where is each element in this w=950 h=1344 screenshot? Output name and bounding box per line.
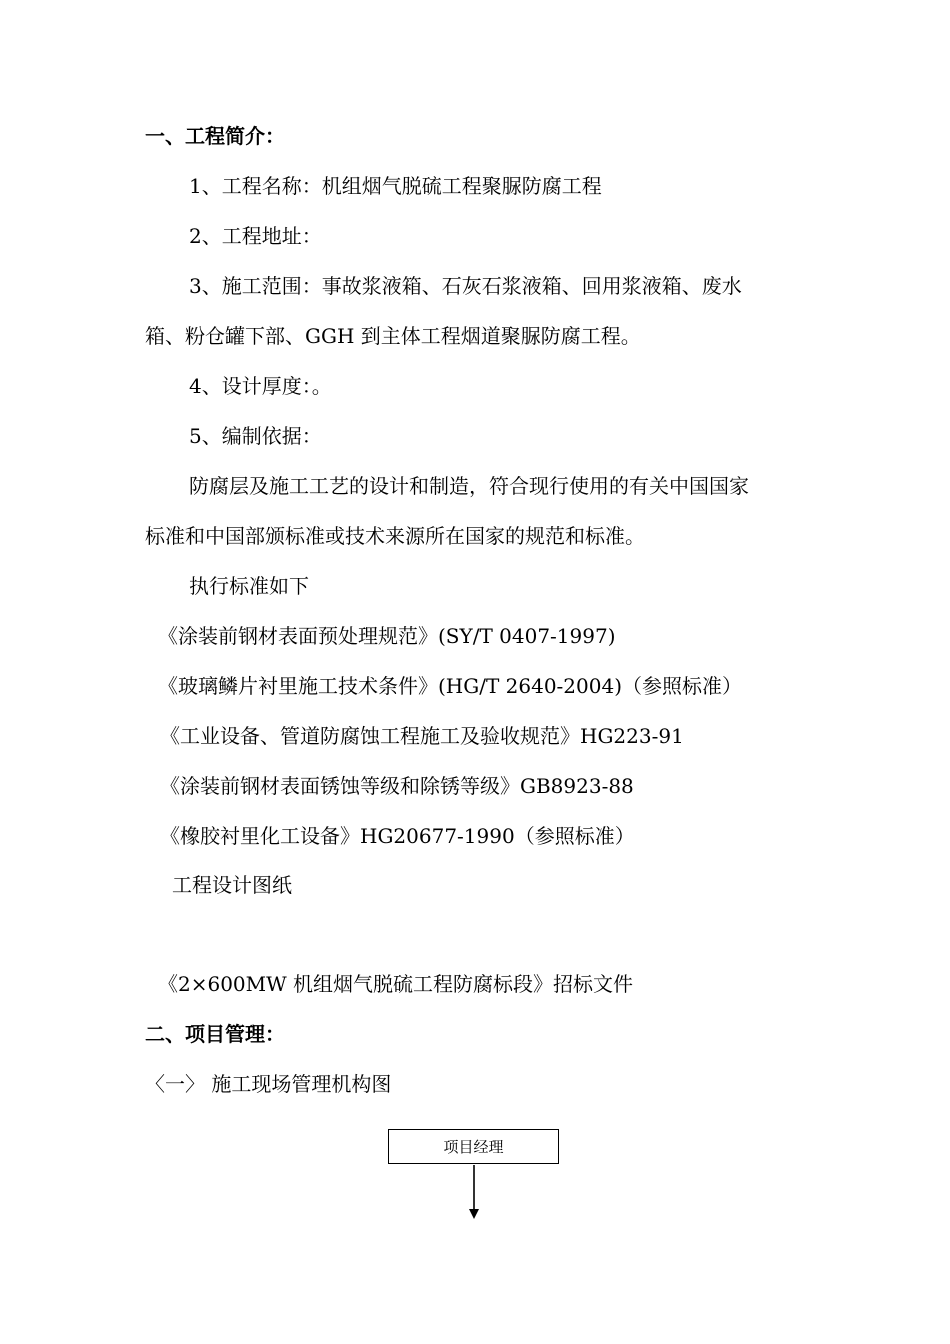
compilation-basis: 5、编制依据： [189, 424, 322, 448]
project-address: 2、工程地址： [189, 224, 322, 248]
project-manager-label: 项目经理 [443, 1138, 504, 1156]
down-arrow-icon [466, 1165, 482, 1220]
standard-item: 《涂装前钢材表面锈蚀等级和除锈等级》GB8923-88 [160, 774, 634, 798]
tender-document: 《2×600MW 机组烟气脱硫工程防腐标段》招标文件 [158, 972, 634, 996]
design-drawings: 工程设计图纸 [172, 873, 292, 897]
project-manager-box [388, 1129, 559, 1164]
project-name: 1、工程名称：机组烟气脱硫工程聚脲防腐工程 [189, 174, 602, 198]
construction-scope-line2: 箱、粉仓罐下部、GGH 到主体工程烟道聚脲防腐工程。 [145, 324, 641, 348]
construction-scope-line1: 3、施工范围：事故浆液箱、石灰石浆液箱、回用浆液箱、废水 [189, 274, 742, 298]
standard-item: 《涂装前钢材表面预处理规范》(SY/T 0407-1997) [158, 624, 616, 648]
section2-sub-heading: 〈一〉 施工现场管理机构图 [145, 1072, 392, 1096]
standard-item: 《工业设备、管道防腐蚀工程施工及验收规范》HG223-91 [160, 724, 684, 748]
standards-intro: 执行标准如下 [189, 574, 309, 598]
standard-item: 《玻璃鳞片衬里施工技术条件》(HG/T 2640-2004)（参照标准） [158, 674, 743, 698]
section1-heading: 一、工程简介： [145, 124, 285, 148]
basis-text-line2: 标准和中国部颁标准或技术来源所在国家的规范和标准。 [145, 524, 645, 548]
standard-item: 《橡胶衬里化工设备》HG20677-1990（参照标准） [160, 824, 635, 848]
design-thickness: 4、设计厚度：。 [189, 374, 332, 398]
basis-text-line1: 防腐层及施工工艺的设计和制造，符合现行使用的有关中国国家 [189, 474, 749, 498]
section2-heading: 二、项目管理： [145, 1022, 285, 1046]
